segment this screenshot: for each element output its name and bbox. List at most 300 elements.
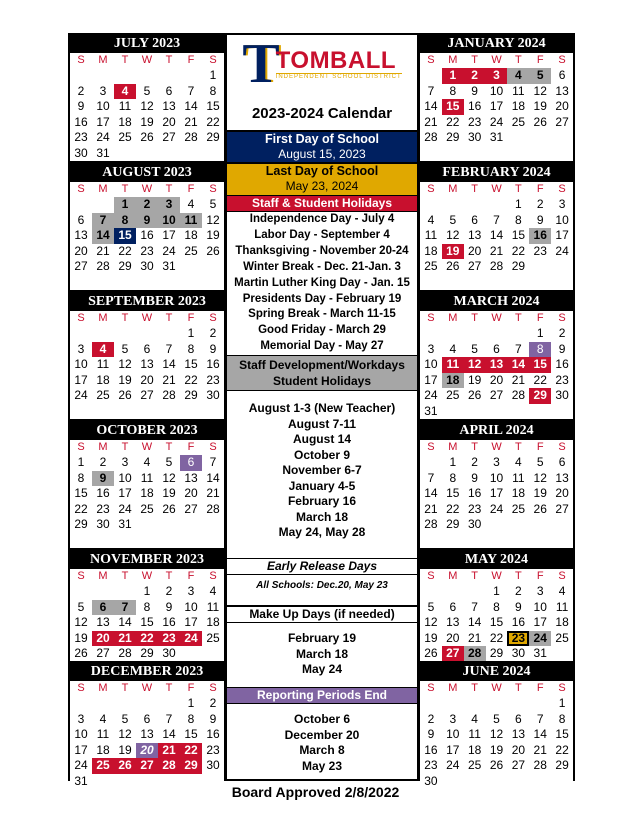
weekday-label: T bbox=[515, 682, 522, 694]
day-cell: 14 bbox=[118, 615, 132, 629]
day-cell: 1 bbox=[442, 68, 464, 84]
day-cell: 15 bbox=[555, 727, 569, 741]
empty-cell bbox=[114, 68, 136, 84]
empty-cell bbox=[551, 646, 573, 662]
week-row bbox=[70, 727, 224, 743]
day-cell: 26 bbox=[74, 646, 88, 660]
day-cell: 18 bbox=[96, 742, 110, 757]
day-cell: 24 bbox=[74, 388, 88, 402]
early-release-heading: Early Release Days bbox=[227, 559, 417, 574]
weekday-header bbox=[420, 53, 573, 68]
empty-cell bbox=[507, 517, 529, 533]
day-cell: 7 bbox=[427, 470, 435, 485]
last-day-date: May 23, 2024 bbox=[285, 179, 359, 193]
day-cell: 25 bbox=[511, 114, 526, 129]
day-cell: 23 bbox=[140, 243, 154, 258]
day-cell: 21 bbox=[511, 372, 526, 387]
day-cell: 8 bbox=[187, 711, 195, 726]
day-cell: 24 bbox=[180, 631, 202, 647]
day-cell: 28 bbox=[489, 259, 504, 273]
day-cell: 10 bbox=[184, 599, 198, 614]
day-cell: 14 bbox=[424, 99, 438, 113]
weekday-label: S bbox=[77, 441, 85, 453]
empty-cell bbox=[442, 404, 464, 420]
weekday-header bbox=[70, 440, 224, 455]
week-row bbox=[70, 357, 224, 373]
weekday-label: W bbox=[141, 441, 153, 453]
day-cell: 28 bbox=[184, 130, 198, 144]
day-cell: 24 bbox=[162, 243, 176, 258]
weekday-label: M bbox=[98, 682, 108, 694]
empty-cell bbox=[158, 696, 180, 712]
week-row bbox=[70, 502, 224, 518]
weekday-label: T bbox=[121, 682, 129, 694]
day-cell: 1 bbox=[536, 326, 544, 340]
week-row bbox=[420, 326, 573, 342]
empty-cell bbox=[136, 696, 158, 712]
day-cell: 20 bbox=[184, 486, 198, 500]
list-item: Martin Luther King Day - Jan. 15 bbox=[234, 276, 410, 289]
day-cell: 16 bbox=[162, 615, 176, 629]
weekday-label: F bbox=[536, 54, 544, 66]
list-item: August 1-3 (New Teacher) bbox=[248, 401, 396, 415]
day-cell: 3 bbox=[558, 197, 566, 211]
day-cell: 31 bbox=[489, 130, 504, 144]
day-cell: 10 bbox=[74, 727, 88, 741]
week-row bbox=[420, 696, 573, 712]
day-cell: 10 bbox=[158, 213, 180, 229]
first-day-box bbox=[227, 132, 417, 162]
week-row bbox=[70, 68, 224, 84]
weekday-label: S bbox=[558, 570, 566, 582]
weekday-label: W bbox=[141, 183, 153, 195]
day-cell: 1 bbox=[143, 584, 151, 598]
weekday-header bbox=[70, 681, 224, 696]
day-cell: 6 bbox=[449, 599, 457, 614]
weekday-label: T bbox=[515, 54, 522, 66]
day-cell: 29 bbox=[118, 259, 132, 273]
day-cell: 5 bbox=[165, 455, 173, 469]
day-cell: 21 bbox=[114, 631, 136, 647]
day-cell: 21 bbox=[206, 486, 220, 500]
week-row bbox=[420, 228, 573, 244]
day-cell: 17 bbox=[118, 486, 132, 500]
weekday-label: T bbox=[165, 54, 173, 66]
day-cell: 13 bbox=[446, 615, 460, 629]
list-item: Labor Day - September 4 bbox=[254, 228, 390, 241]
day-cell: 9 bbox=[165, 599, 173, 614]
day-cell: 14 bbox=[533, 727, 547, 741]
weekday-label: S bbox=[209, 682, 217, 694]
day-cell: 24 bbox=[489, 114, 504, 129]
empty-cell bbox=[180, 68, 202, 84]
day-cell: 4 bbox=[471, 711, 478, 726]
day-cell: 4 bbox=[143, 455, 151, 469]
empty-cell bbox=[464, 404, 486, 420]
week-row bbox=[70, 342, 224, 358]
weekday-label: F bbox=[536, 183, 544, 195]
day-cell: 20 bbox=[92, 631, 114, 647]
day-cell: 16 bbox=[555, 357, 569, 371]
month-calendar bbox=[420, 420, 573, 548]
weekday-label: S bbox=[77, 312, 85, 324]
first-day-label: First Day of School bbox=[265, 132, 379, 146]
month-title: AUGUST 2023 bbox=[70, 162, 224, 182]
day-cell: 31 bbox=[118, 517, 132, 531]
calendar-title: 2023-2024 Calendar bbox=[251, 105, 393, 122]
day-cell: 24 bbox=[74, 758, 88, 772]
day-cell: 7 bbox=[471, 599, 478, 614]
empty-cell bbox=[486, 404, 508, 420]
weekday-label: F bbox=[187, 441, 195, 453]
day-cell: 4 bbox=[92, 342, 114, 358]
week-row bbox=[70, 615, 224, 631]
month-title: APRIL 2024 bbox=[420, 420, 573, 440]
day-cell: 28 bbox=[118, 646, 132, 660]
day-cell: 5 bbox=[143, 83, 151, 98]
day-cell: 26 bbox=[533, 114, 547, 129]
day-cell: 10 bbox=[424, 357, 438, 371]
list-item: May 24, May 28 bbox=[278, 525, 366, 539]
weekday-label: M bbox=[448, 312, 458, 324]
day-cell: 23 bbox=[206, 372, 220, 387]
day-cell: 2 bbox=[536, 197, 544, 211]
weekday-label: W bbox=[141, 682, 153, 694]
day-cell: 9 bbox=[427, 727, 435, 741]
weekday-label: S bbox=[77, 183, 85, 195]
weekday-label: T bbox=[471, 441, 479, 453]
weekday-label: S bbox=[427, 441, 435, 453]
day-cell: 12 bbox=[140, 99, 154, 113]
empty-cell bbox=[442, 197, 464, 213]
day-cell: 18 bbox=[442, 373, 464, 389]
day-cell: 1 bbox=[209, 68, 217, 82]
list-item: October 9 bbox=[293, 447, 350, 462]
day-cell: 31 bbox=[533, 646, 547, 660]
key-column bbox=[225, 33, 419, 781]
week-row bbox=[420, 471, 573, 487]
day-cell: 20 bbox=[489, 372, 504, 387]
week-row bbox=[420, 373, 573, 389]
day-cell: 11 bbox=[555, 599, 569, 614]
list-item: Thanksgiving - November 20-24 bbox=[235, 244, 409, 257]
staff-dev-heading-line1: Staff Development/Workdays bbox=[239, 358, 405, 372]
day-cell: 25 bbox=[206, 630, 220, 645]
empty-cell bbox=[158, 146, 180, 162]
day-cell: 7 bbox=[536, 711, 544, 726]
day-cell: 5 bbox=[471, 341, 478, 356]
day-cell: 6 bbox=[77, 212, 85, 227]
week-row bbox=[420, 259, 573, 275]
day-cell: 12 bbox=[533, 83, 547, 98]
week-row bbox=[70, 584, 224, 600]
day-cell: 7 bbox=[165, 711, 173, 726]
day-cell: 17 bbox=[96, 114, 110, 129]
empty-cell bbox=[551, 517, 573, 533]
day-cell: 20 bbox=[511, 742, 526, 757]
day-cell: 15 bbox=[489, 615, 504, 629]
day-cell: 21 bbox=[162, 372, 176, 387]
empty-cell bbox=[70, 68, 92, 84]
weekday-header bbox=[70, 53, 224, 68]
empty-cell bbox=[420, 197, 442, 213]
day-cell: 19 bbox=[118, 372, 132, 387]
empty-cell bbox=[202, 517, 224, 533]
weekday-label: S bbox=[427, 682, 435, 694]
day-cell: 3 bbox=[158, 197, 180, 213]
week-row bbox=[420, 197, 573, 213]
day-cell: 10 bbox=[74, 357, 88, 371]
day-cell: 28 bbox=[96, 259, 110, 273]
week-row bbox=[420, 727, 573, 743]
empty-cell bbox=[70, 696, 92, 712]
list-item: Winter Break - Dec. 21-Jan. 3 bbox=[243, 260, 401, 273]
day-cell: 28 bbox=[424, 130, 438, 144]
day-cell: 2 bbox=[427, 711, 435, 726]
day-cell: 18 bbox=[118, 114, 132, 129]
month-calendar bbox=[70, 549, 224, 677]
empty-cell bbox=[92, 584, 114, 600]
weekday-label: T bbox=[471, 54, 479, 66]
day-cell: 6 bbox=[493, 341, 500, 356]
empty-cell bbox=[136, 326, 158, 342]
empty-cell bbox=[114, 584, 136, 600]
empty-cell bbox=[464, 584, 486, 600]
week-row bbox=[70, 712, 224, 728]
day-cell: 30 bbox=[140, 259, 154, 273]
day-cell: 17 bbox=[424, 372, 438, 387]
list-item: March 18 bbox=[295, 509, 349, 524]
day-cell: 11 bbox=[512, 470, 525, 485]
day-cell: 19 bbox=[206, 228, 220, 242]
empty-cell bbox=[70, 197, 92, 213]
day-cell: 3 bbox=[99, 83, 107, 98]
day-cell: 15 bbox=[184, 357, 198, 371]
day-cell: 17 bbox=[446, 742, 460, 757]
day-cell: 12 bbox=[446, 228, 460, 242]
day-cell: 11 bbox=[442, 357, 464, 373]
day-cell: 2 bbox=[471, 455, 478, 469]
day-cell: 18 bbox=[511, 99, 526, 113]
day-cell: 27 bbox=[511, 758, 526, 772]
month-calendar bbox=[420, 549, 573, 677]
list-item: December 20 bbox=[284, 727, 360, 742]
day-cell: 11 bbox=[96, 357, 110, 371]
day-cell: 19 bbox=[74, 630, 88, 645]
day-cell: 1 bbox=[187, 326, 195, 340]
day-cell: 25 bbox=[555, 630, 569, 645]
day-cell: 27 bbox=[555, 114, 569, 129]
day-cell: 8 bbox=[143, 599, 151, 614]
day-cell: 12 bbox=[533, 470, 547, 485]
day-cell: 15 bbox=[446, 486, 460, 500]
weekday-label: F bbox=[536, 570, 544, 582]
day-cell: 3 bbox=[187, 584, 195, 598]
day-cell: 21 bbox=[96, 243, 110, 258]
day-cell: 12 bbox=[162, 470, 176, 485]
day-cell: 27 bbox=[140, 388, 154, 402]
weekday-label: F bbox=[187, 54, 195, 66]
week-row bbox=[70, 758, 224, 774]
list-item: February 19 bbox=[287, 631, 357, 645]
day-cell: 18 bbox=[424, 243, 438, 258]
logo-name: TOMBALL bbox=[275, 46, 397, 74]
day-cell: 5 bbox=[449, 212, 457, 227]
weekday-header bbox=[420, 440, 573, 455]
day-cell: 20 bbox=[446, 630, 460, 645]
weekday-label: M bbox=[448, 441, 458, 453]
day-cell: 19 bbox=[533, 486, 547, 500]
day-cell: 25 bbox=[118, 130, 132, 144]
day-cell: 5 bbox=[121, 711, 129, 726]
day-cell: 15 bbox=[114, 228, 136, 244]
weekday-header bbox=[420, 311, 573, 326]
weekday-label: S bbox=[209, 570, 217, 582]
day-cell: 25 bbox=[140, 501, 154, 516]
weekday-label: T bbox=[515, 312, 522, 324]
empty-cell bbox=[486, 696, 508, 712]
weekday-label: S bbox=[427, 183, 435, 195]
day-cell: 24 bbox=[96, 130, 110, 144]
day-cell: 29 bbox=[206, 130, 220, 144]
day-cell: 21 bbox=[158, 743, 180, 759]
month-title: FEBRUARY 2024 bbox=[420, 162, 573, 182]
day-cell: 24 bbox=[118, 501, 132, 516]
district-logo bbox=[227, 35, 417, 93]
week-row bbox=[420, 404, 573, 420]
day-cell: 30 bbox=[467, 130, 482, 144]
empty-cell bbox=[529, 696, 551, 712]
day-cell: 28 bbox=[162, 388, 176, 402]
day-cell: 21 bbox=[424, 501, 438, 516]
week-row bbox=[70, 646, 224, 662]
day-cell: 20 bbox=[136, 743, 158, 759]
day-cell: 17 bbox=[184, 615, 198, 629]
weekday-label: S bbox=[427, 570, 435, 582]
week-row bbox=[70, 373, 224, 389]
day-cell: 17 bbox=[489, 486, 504, 500]
day-cell: 4 bbox=[427, 212, 435, 227]
weekday-label: T bbox=[165, 312, 173, 324]
day-cell: 14 bbox=[162, 727, 176, 741]
day-cell: 20 bbox=[74, 243, 88, 258]
day-cell: 2 bbox=[558, 326, 566, 340]
board-approval-footer: Board Approved 2/8/2022 bbox=[231, 784, 400, 800]
day-cell: 14 bbox=[206, 470, 220, 485]
day-cell: 21 bbox=[184, 114, 198, 129]
empty-cell bbox=[464, 326, 486, 342]
weekday-label: S bbox=[427, 312, 435, 324]
calendar-frame bbox=[68, 33, 575, 788]
logo-letter: T bbox=[242, 33, 280, 95]
day-cell: 5 bbox=[77, 599, 85, 614]
weekday-label: S bbox=[77, 682, 85, 694]
day-cell: 1 bbox=[449, 455, 457, 469]
week-row bbox=[420, 84, 573, 100]
day-cell: 19 bbox=[489, 742, 504, 757]
list-item: Good Friday - March 29 bbox=[258, 324, 386, 337]
day-cell: 28 bbox=[511, 388, 526, 402]
weekday-label: T bbox=[471, 312, 479, 324]
day-cell: 24 bbox=[489, 501, 504, 516]
day-cell: 4 bbox=[507, 68, 529, 84]
day-cell: 23 bbox=[206, 742, 220, 757]
empty-cell bbox=[136, 517, 158, 533]
day-cell: 21 bbox=[424, 114, 438, 129]
day-cell: 14 bbox=[507, 357, 529, 373]
day-cell: 24 bbox=[529, 631, 551, 647]
day-cell: 7 bbox=[493, 212, 500, 227]
day-cell: 6 bbox=[143, 341, 151, 356]
empty-cell bbox=[136, 146, 158, 162]
week-row bbox=[420, 584, 573, 600]
weekday-label: S bbox=[209, 183, 217, 195]
empty-cell bbox=[180, 146, 202, 162]
day-cell: 14 bbox=[467, 615, 482, 629]
day-cell: 6 bbox=[143, 711, 151, 726]
month-calendar bbox=[70, 162, 224, 290]
day-cell: 5 bbox=[121, 341, 129, 356]
empty-cell bbox=[529, 517, 551, 533]
day-cell: 18 bbox=[467, 742, 482, 757]
day-cell: 11 bbox=[424, 228, 438, 242]
day-cell: 16 bbox=[96, 486, 110, 500]
day-cell: 3 bbox=[77, 711, 85, 726]
day-cell: 11 bbox=[468, 727, 481, 741]
empty-cell bbox=[507, 326, 529, 342]
day-cell: 23 bbox=[467, 501, 482, 516]
weekday-label: S bbox=[77, 570, 85, 582]
day-cell: 26 bbox=[467, 388, 482, 402]
day-cell: 7 bbox=[209, 455, 217, 469]
day-cell: 17 bbox=[74, 372, 88, 387]
day-cell: 9 bbox=[136, 213, 158, 229]
day-cell: 2 bbox=[165, 584, 173, 598]
list-item: Memorial Day - May 27 bbox=[260, 340, 384, 353]
day-cell: 2 bbox=[99, 455, 107, 469]
empty-cell bbox=[529, 404, 551, 420]
week-row bbox=[70, 244, 224, 260]
day-cell: 6 bbox=[92, 600, 114, 616]
day-cell: 22 bbox=[118, 243, 132, 258]
day-cell: 3 bbox=[427, 341, 435, 356]
week-row bbox=[70, 743, 224, 759]
empty-cell bbox=[507, 130, 529, 146]
day-cell: 14 bbox=[424, 486, 438, 500]
day-cell: 18 bbox=[555, 615, 569, 629]
day-cell: 12 bbox=[489, 727, 504, 741]
day-cell: 18 bbox=[96, 372, 110, 387]
day-cell: 8 bbox=[449, 83, 457, 98]
week-row bbox=[420, 342, 573, 358]
empty-cell bbox=[202, 646, 224, 662]
weekday-label: T bbox=[165, 441, 173, 453]
makeup-heading: Make Up Days (if needed) bbox=[227, 607, 417, 622]
day-cell: 18 bbox=[140, 486, 154, 500]
empty-cell bbox=[158, 517, 180, 533]
empty-cell bbox=[507, 404, 529, 420]
empty-cell bbox=[442, 696, 464, 712]
day-cell: 2 bbox=[209, 326, 217, 340]
day-cell: 24 bbox=[555, 243, 569, 258]
day-cell: 28 bbox=[464, 646, 486, 662]
list-item: March 8 bbox=[299, 743, 345, 757]
day-cell: 30 bbox=[74, 145, 88, 160]
week-row bbox=[420, 486, 573, 502]
list-item: March 18 bbox=[295, 646, 349, 661]
day-cell: 17 bbox=[555, 228, 569, 242]
day-cell: 16 bbox=[424, 742, 438, 757]
